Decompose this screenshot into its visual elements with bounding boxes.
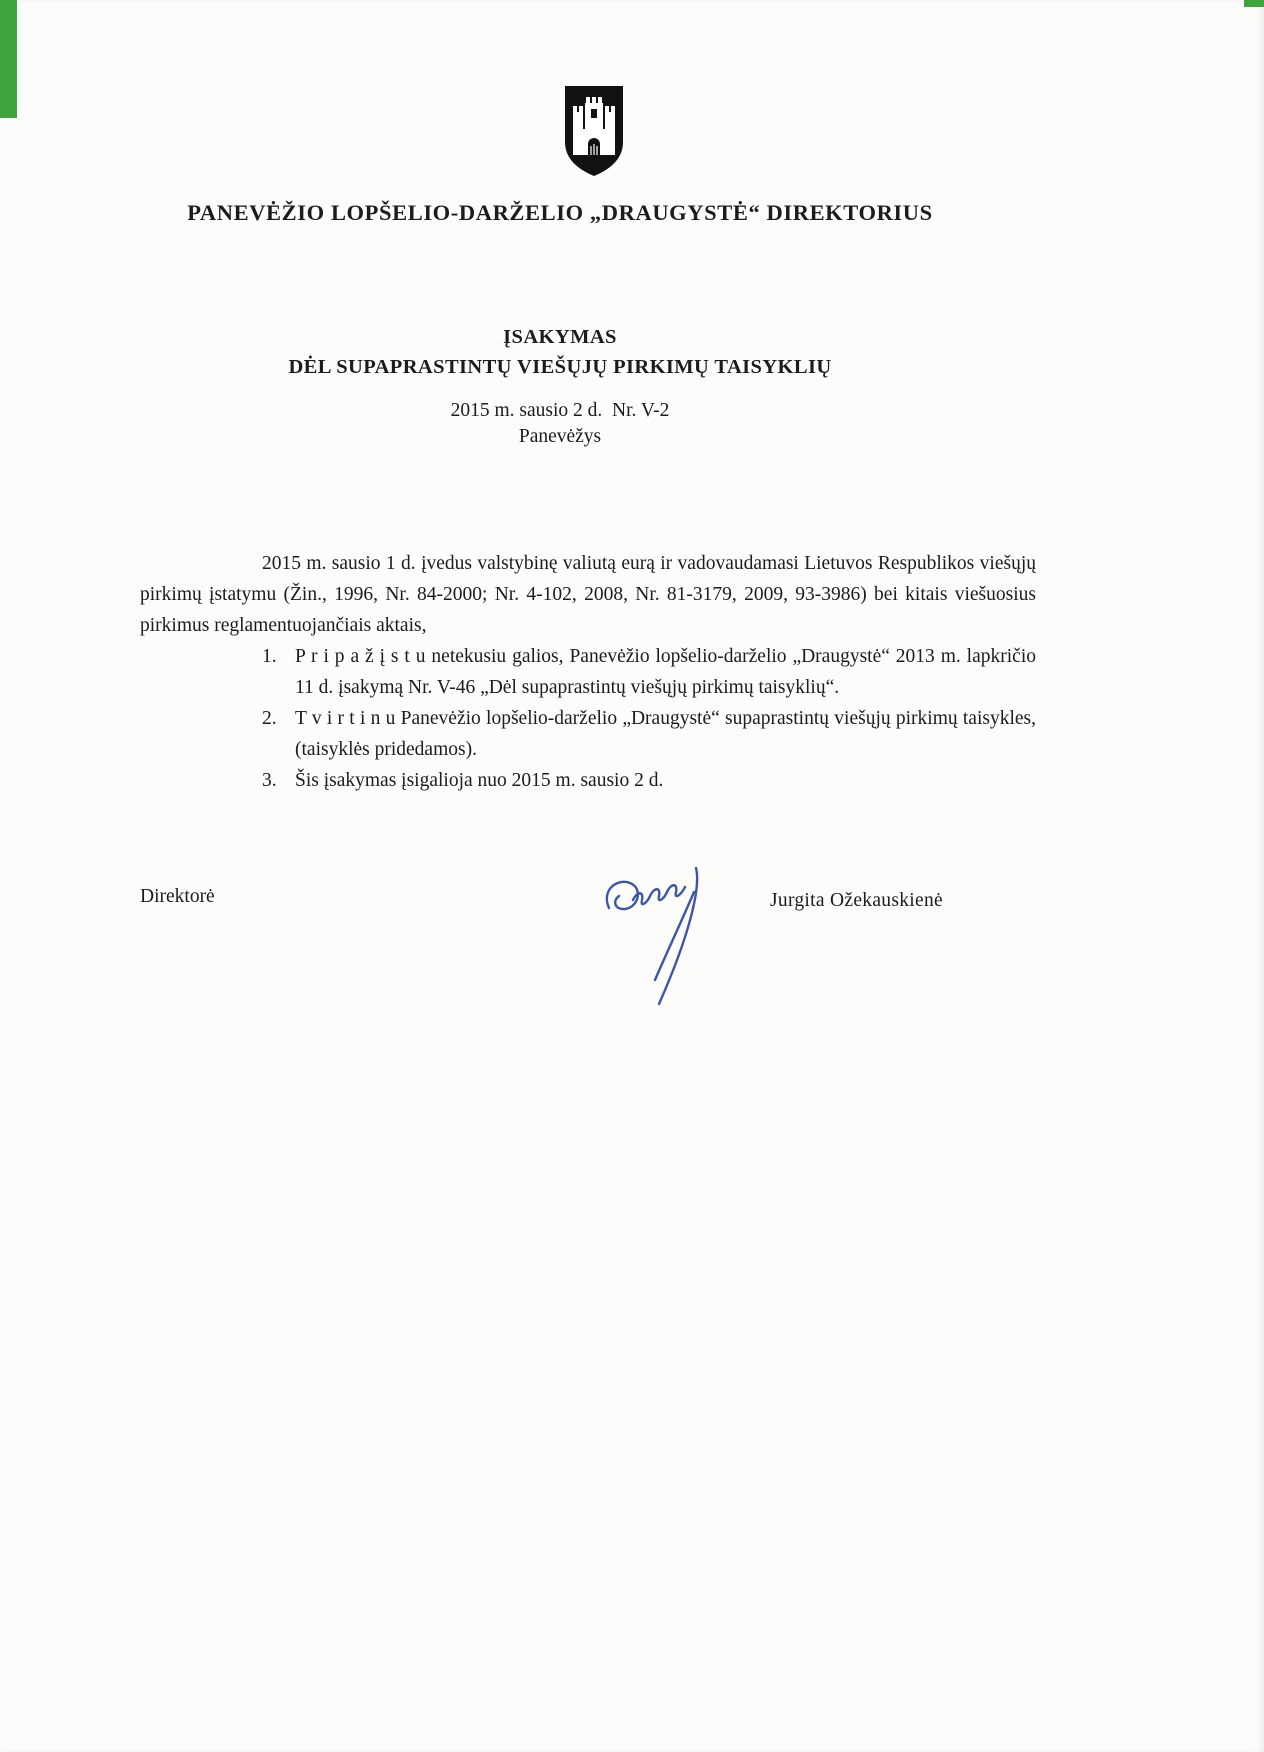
order-item-2 (262, 703, 1036, 765)
order-item-number: 1. (262, 646, 277, 667)
scan-artifact-top-right (1244, 0, 1264, 7)
order-item-number: 3. (262, 770, 277, 791)
order-item-3 (262, 765, 1036, 796)
order-meta (75, 398, 1045, 450)
handwritten-signature-ink (593, 858, 738, 1010)
scan-artifact-left-strip (0, 0, 17, 118)
order-subtitle: DĖL SUPAPRASTINTŲ VIEŠŲJŲ PIRKIMŲ TAISYKLIŲ (288, 356, 832, 378)
organization-title: PANEVĖŽIO LOPŠELIO-DARŽELIO „DRAUGYSTĖ“ DIREKTORIUS (187, 200, 933, 225)
signatory-role: Direktorė (140, 886, 215, 907)
panevezys-castle-emblem-icon (563, 84, 625, 178)
order-item-text: P r i p a ž į s t u netekusiu galios, Panevėžio lopšelio-darželio „Draugystė“ 2013 m. lapkričio 11 d. įsakymą Nr. V-46 „Dėl supaprastintų viešųjų pirkimų taisyklių“. (295, 646, 1036, 698)
order-heading (75, 322, 1045, 382)
order-item-1 (262, 641, 1036, 703)
order-title: ĮSAKYMAS (503, 326, 617, 348)
order-date-line: 2015 m. sausio 2 d. Nr. V-2 (450, 400, 670, 421)
order-body (140, 548, 1036, 796)
order-item-text: T v i r t i n u Panevėžio lopšelio-darželio „Draugystė“ supaprastintų viešųjų pirkimų taisykles, (taisyklės pridedamos). (295, 708, 1036, 760)
intro-paragraph: 2015 m. sausio 1 d. įvedus valstybinę valiutą eurą ir vadovaudamasi Lietuvos Respublikos viešųjų pirkimų įstatymu (Žin., 1996, Nr. 84-2000; Nr. 4-102, 2008, Nr. 81-3179, 2009, 93-3986) bei kitais viešuosius pirkimus reglamentuojančiais aktais, (140, 553, 1036, 636)
signatory-name: Jurgita Ožekauskienė (770, 890, 943, 911)
order-city: Panevėžys (518, 426, 602, 447)
order-item-number: 2. (262, 708, 277, 729)
order-item-text: Šis įsakymas įsigalioja nuo 2015 m. sausio 2 d. (295, 770, 664, 791)
